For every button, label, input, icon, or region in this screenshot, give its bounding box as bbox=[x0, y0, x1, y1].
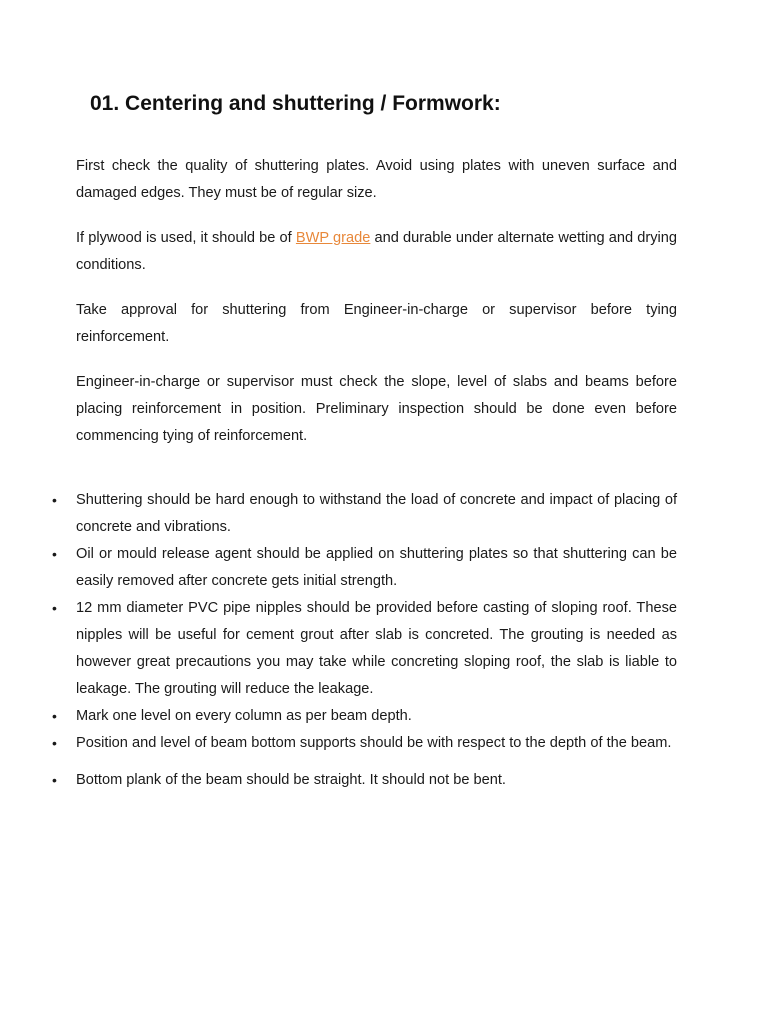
paragraph-plywood bbox=[76, 225, 677, 279]
list-item-text: Oil or mould release agent should be applied on shuttering plates so that shuttering can be easily removed after concrete gets initial strength. bbox=[76, 546, 677, 589]
list-item-text: Mark one level on every column as per beam depth. bbox=[76, 708, 412, 724]
section-heading: 01. Centering and shuttering / Formwork: bbox=[90, 92, 501, 115]
paragraph-inspection: Engineer-in-charge or supervisor must check the slope, level of slabs and beams before placing reinforcement in position. Preliminary inspection should be done even before commencing tying of reinforcement. bbox=[76, 374, 677, 444]
list-item-text: 12 mm diameter PVC pipe nipples should be provided before casting of sloping roof. These nipples will be useful for cement grout after slab is concreted. The grouting is needed as however great precautions you may take while concreting sloping roof, the slab is liable to leakage. The grouting will reduce the leakage. bbox=[76, 600, 677, 697]
paragraph-plywood-text-end: and durable under alternate wetting and drying conditions. bbox=[76, 230, 677, 273]
bullet-list bbox=[0, 487, 768, 794]
list-item-text: Position and level of beam bottom supports should be with respect to the depth of the beam. bbox=[76, 735, 672, 751]
paragraph-approval: Take approval for shuttering from Engineer-in-charge or supervisor before tying reinforcement. bbox=[76, 302, 677, 345]
list-item-text: Bottom plank of the beam should be straight. It should not be bent. bbox=[76, 772, 506, 788]
bullet-marker: • bbox=[52, 735, 57, 751]
bullet-marker: • bbox=[52, 492, 57, 508]
bwp-grade-link[interactable]: BWP grade bbox=[295, 230, 371, 246]
list-item bbox=[0, 767, 677, 794]
bullet-marker: • bbox=[52, 546, 57, 562]
list-item bbox=[0, 487, 677, 541]
list-item-text: Shuttering should be hard enough to withstand the load of concrete and impact of placing of concrete and vibrations. bbox=[76, 492, 677, 535]
paragraph-plywood-text-start: If plywood is used, it should be of bbox=[76, 230, 296, 246]
list-item bbox=[0, 595, 677, 703]
bullet-marker: • bbox=[52, 772, 57, 788]
list-item bbox=[0, 730, 677, 757]
list-item bbox=[0, 703, 677, 730]
bullet-marker: • bbox=[52, 600, 57, 616]
list-item bbox=[0, 541, 677, 595]
bullet-marker: • bbox=[52, 708, 57, 724]
paragraph-plate-quality: First check the quality of shuttering plates. Avoid using plates with uneven surface and damaged edges. They must be of regular size. bbox=[76, 158, 677, 201]
